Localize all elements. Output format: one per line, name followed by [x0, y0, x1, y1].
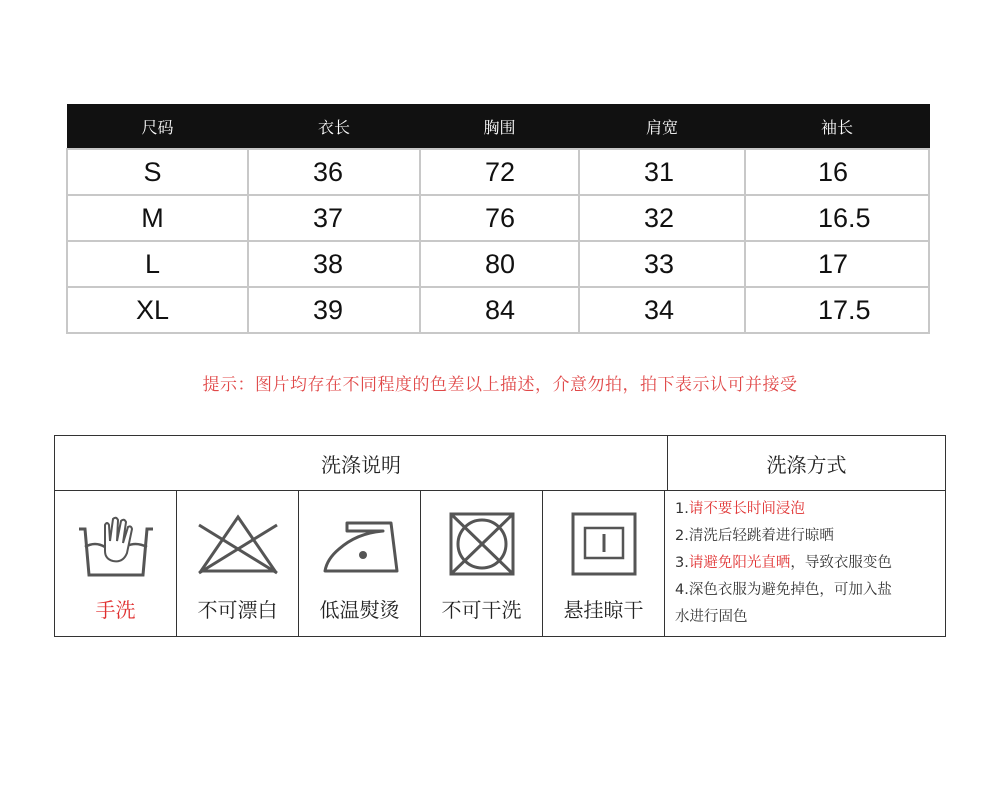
header-sleeve: 袖长: [745, 105, 929, 150]
table-row: [67, 195, 929, 241]
size-table: [66, 104, 930, 334]
no-bleach-label: 不可漂白: [197, 598, 278, 622]
sleeve-cell: 16.5: [745, 195, 929, 241]
care-cell-hang-dry: [543, 491, 665, 636]
no-dry-clean-icon: [447, 511, 517, 577]
length-cell: 36: [248, 149, 420, 195]
length-cell: 39: [248, 287, 420, 333]
table-row: [67, 241, 929, 287]
care-table: [54, 435, 946, 637]
care-cell-hand-wash: [55, 491, 177, 636]
wash-method-list: [675, 496, 940, 631]
header-length: 衣长: [248, 105, 420, 150]
header-size: 尺码: [67, 105, 248, 150]
method-line-4: 4.深色衣服为避免掉色，可加入盐: [675, 582, 892, 598]
sleeve-cell: 17.5: [745, 287, 929, 333]
table-row: [67, 149, 929, 195]
method-line-1: 1.请不要长时间浸泡: [675, 501, 805, 517]
care-cell-no-dry-clean: [421, 491, 543, 636]
shoulder-cell: 31: [579, 149, 745, 195]
hang-dry-label: 悬挂晾干: [563, 598, 644, 622]
sleeve-cell: 16: [745, 149, 929, 195]
size-table-header: [67, 105, 929, 150]
care-cell-low-iron: [299, 491, 421, 636]
chest-cell: 84: [420, 287, 579, 333]
chest-cell: 76: [420, 195, 579, 241]
care-cell-no-bleach: [177, 491, 299, 636]
size-cell: M: [67, 195, 248, 241]
header-shoulder: 肩宽: [579, 105, 745, 150]
length-cell: 38: [248, 241, 420, 287]
method-line-5: 水进行固色: [675, 609, 748, 625]
shoulder-cell: 34: [579, 287, 745, 333]
shoulder-cell: 32: [579, 195, 745, 241]
hand-wash-icon: [75, 511, 157, 583]
no-bleach-icon: [195, 511, 281, 577]
size-cell: XL: [67, 287, 248, 333]
low-iron-icon: [317, 511, 403, 577]
shoulder-cell: 33: [579, 241, 745, 287]
size-cell: L: [67, 241, 248, 287]
chest-cell: 72: [420, 149, 579, 195]
length-cell: 37: [248, 195, 420, 241]
chest-cell: 80: [420, 241, 579, 287]
hang-dry-icon: [569, 511, 639, 577]
low-iron-label: 低温熨烫: [319, 598, 400, 622]
method-line-3: 3.请避免阳光直晒，导致衣服变色: [675, 555, 892, 571]
care-instructions-title: 洗涤说明: [55, 436, 668, 491]
hand-wash-label: 手洗: [95, 598, 136, 622]
method-line-2: 2.清洗后轻跳着进行晾晒: [675, 528, 834, 544]
sleeve-cell: 17: [745, 241, 929, 287]
table-row: [67, 287, 929, 333]
wash-method-title: 洗涤方式: [668, 436, 945, 491]
header-chest: 胸围: [420, 105, 579, 150]
color-tip-text: 提示：图片均存在不同程度的色差以上描述，介意勿拍，拍下表示认可并接受: [202, 375, 798, 395]
no-dry-clean-label: 不可干洗: [441, 598, 522, 622]
size-cell: S: [67, 149, 248, 195]
